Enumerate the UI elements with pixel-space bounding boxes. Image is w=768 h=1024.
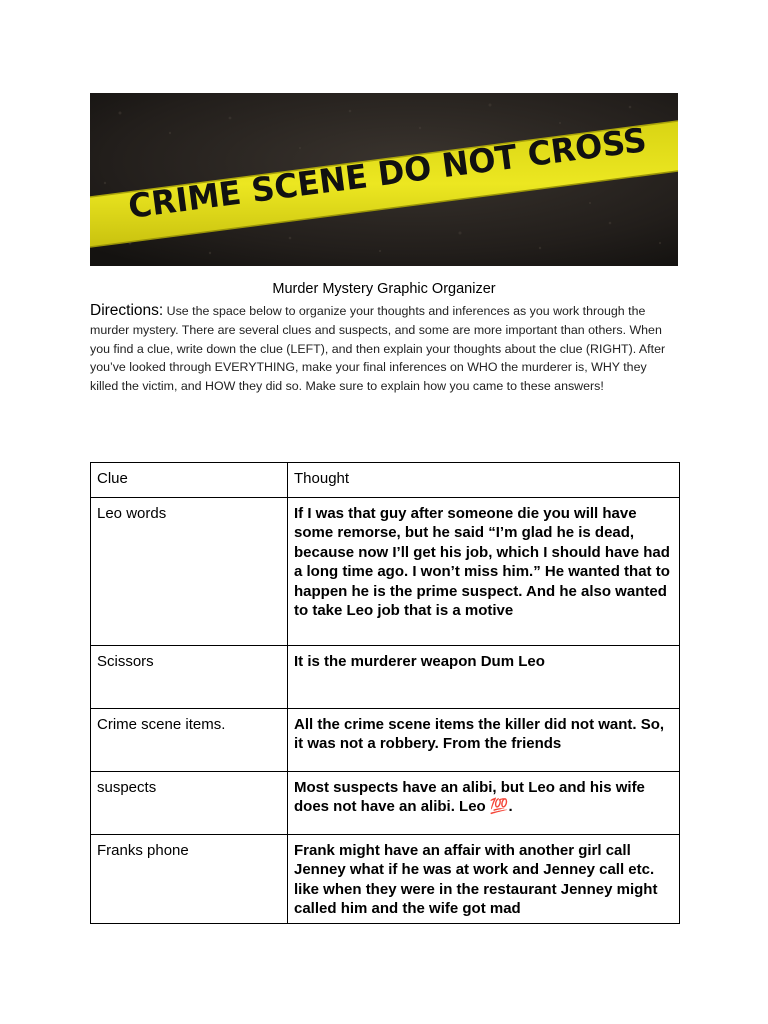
clue-cell: Scissors <box>91 646 288 709</box>
table-row <box>91 646 680 709</box>
directions-paragraph <box>90 302 678 396</box>
clue-cell: Leo words <box>91 498 288 646</box>
directions-text: Use the space below to organize your thoughts and inferences as you work through the murder mystery. There are several clues and suspects, and some are more important than others. When you find a clue, write down the clue (LEFT), and then explain your thoughts about the clue (RIGHT). After you’ve looked through EVERYTHING, make your final inferences on WHO the murderer is, WHY they killed the victim, and HOW they did so. Make sure to explain how you came to these answers! <box>90 304 666 394</box>
tape-text: CRIME SCENE DO NOT CROSS <box>126 117 668 226</box>
clue-cell: suspects <box>91 772 288 835</box>
table-row <box>91 772 680 835</box>
thought-cell: Most suspects have an alibi, but Leo and his wife does not have an alibi. Leo 💯. <box>288 772 680 835</box>
directions-label: Directions: <box>90 302 164 319</box>
thought-cell: If I was that guy after someone die you will have some remorse, but he said “I’m glad he is dead, because now I’ll get his job, which I should have had a long time ago. I won’t miss him.” He wanted that to happen he is the prime suspect. And he also wanted to take Leo job that is a motive <box>288 498 680 646</box>
table-row <box>91 498 680 646</box>
column-header-thought: Thought <box>288 463 680 498</box>
thought-cell: All the crime scene items the killer did not want. So, it was not a robbery. From the friends <box>288 709 680 772</box>
clue-cell: Crime scene items. <box>91 709 288 772</box>
page-title: Murder Mystery Graphic Organizer <box>272 281 496 297</box>
thought-cell: It is the murderer weapon Dum Leo <box>288 646 680 709</box>
clue-cell: Franks phone <box>91 835 288 924</box>
table-row <box>91 709 680 772</box>
table-header-row <box>91 463 680 498</box>
column-header-clue: Clue <box>91 463 288 498</box>
thought-cell: Frank might have an affair with another girl call Jenney what if he was at work and Jenney call etc. like when they were in the restaurant Jenney might called him and the wife got mad <box>288 835 680 924</box>
table-row <box>91 835 680 924</box>
crime-scene-banner-image <box>90 93 678 266</box>
crime-scene-tape-photo <box>90 93 678 266</box>
clue-thought-table <box>90 462 680 924</box>
